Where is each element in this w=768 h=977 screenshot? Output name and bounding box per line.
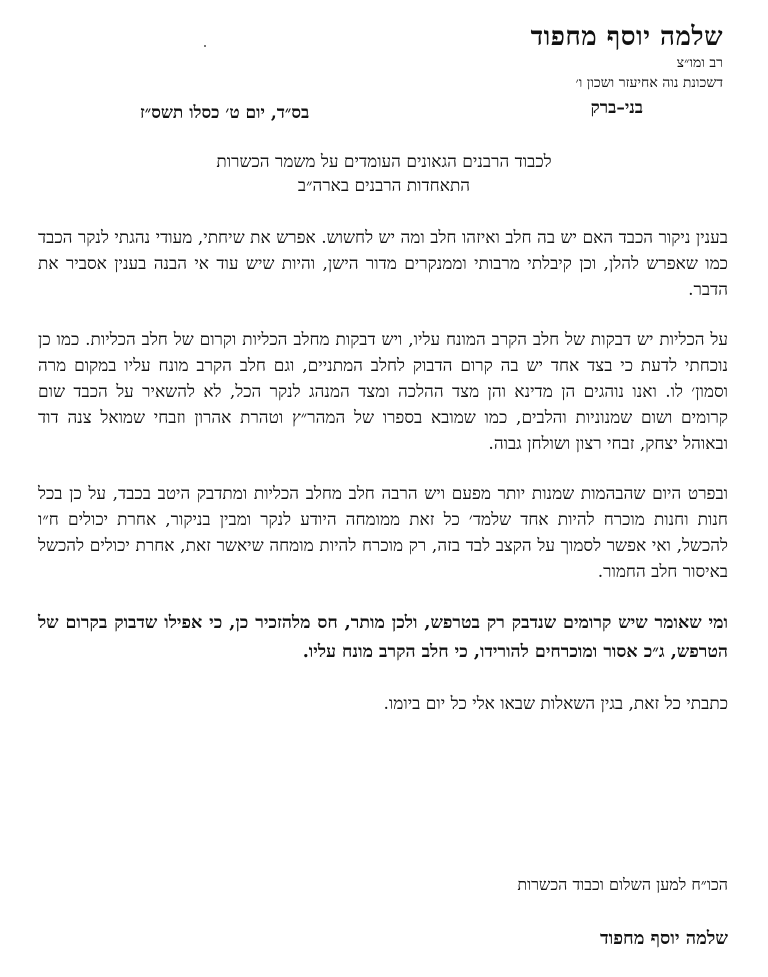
paragraph-4-bold: ומי שאומר שיש קרומים שנדבק רק בטרפש, ולכן מותר, חס מלהזכיר כן, כי אפילו שדבוק בקרום של הטרפש, ג״כ אסור ומוכרחים להורידו, כי חלב הקרב מונח עליו. [38, 613, 728, 662]
letterhead-title: רב ומו״צ [676, 55, 723, 71]
letter-date: בס״ד, יום ט׳ כסלו תשס״ז [140, 103, 310, 123]
paragraph-1: בענין ניקור הכבד האם יש בה חלב ואיזהו חלב ומה יש לחשוש. אפרש את שיחתי, מעודי נהגתי לנקר הכבד כמו שאפרש להלן, וכן קיבלתי מרבותי וממנקרים מדור הישן, והיות שיש עוד אי הבנה בענין אסביר את הדבר. [38, 228, 728, 300]
address-line-1: לכבוד הרבנים הגאונים העומדים על משמר הכשרות [216, 152, 552, 172]
letterhead [531, 22, 723, 118]
letterhead-neighborhood: דשכונת נוה אחיעזר ושכון ו׳ [575, 75, 723, 91]
letterhead-name: שלמה יוסף מחפוד [530, 22, 723, 52]
letterhead-city: בני–ברק [590, 98, 643, 118]
recipient-address [0, 150, 768, 198]
address-line-2: התאחדות הרבנים בארה״ב [297, 176, 471, 196]
paragraph-3: ובפרט היום שהבהמות שמנות יותר מפעם ויש הרבה חלב מחלב הכליות ומתדבק היטב בכבד, על כן בכל חנות וחנות מוכרח להיות אחד שלמד׳ כל זאת ממומחה היודע לנקר ומבין בניקור, אחרת יכולים ח״ו להכשל, ואי אפשר לסמוך על הקצב לבד בזה, רק מוכרח להיות מומחה שיאשר זאת, אחרת יכולים להכשל באיסור חלב החמור. [38, 484, 728, 582]
scan-speck [204, 45, 206, 47]
closing-line: הכו״ח למען השלום וכבוד הכשרות [517, 875, 728, 894]
letter-body [38, 225, 728, 741]
signature: שלמה יוסף מחפוד [600, 928, 728, 949]
paragraph-5: כתבתי כל זאת, בגין השאלות שבאו אלי כל יום ביומו. [383, 694, 728, 714]
paragraph-2: על הכליות יש דבקות של חלב הקרב המונח עליו, ויש דבקות מחלב הכליות וקרום של חלב הכליות. כמו כן נוכחתי לדעת כי בצד אחד יש בה קרום הדבוק לחלב המתניים, וגם חלב הקרב מונח עליו במקום מרה וסמון׳ לו. ואנו נוהגים הן מדינא והן מצד ההלכה ומצד המנהג לנקר הכל, לא להשאיר על הכבד שום קרומים ושום שמנוניות והלבים, כמו שמובא בספרו של המהר״ץ וטהרת אהרון וזבחי שמואל צנה דוד ובאוהל יצחק, זבחי רצון ושולחן גבוה. [38, 330, 728, 454]
